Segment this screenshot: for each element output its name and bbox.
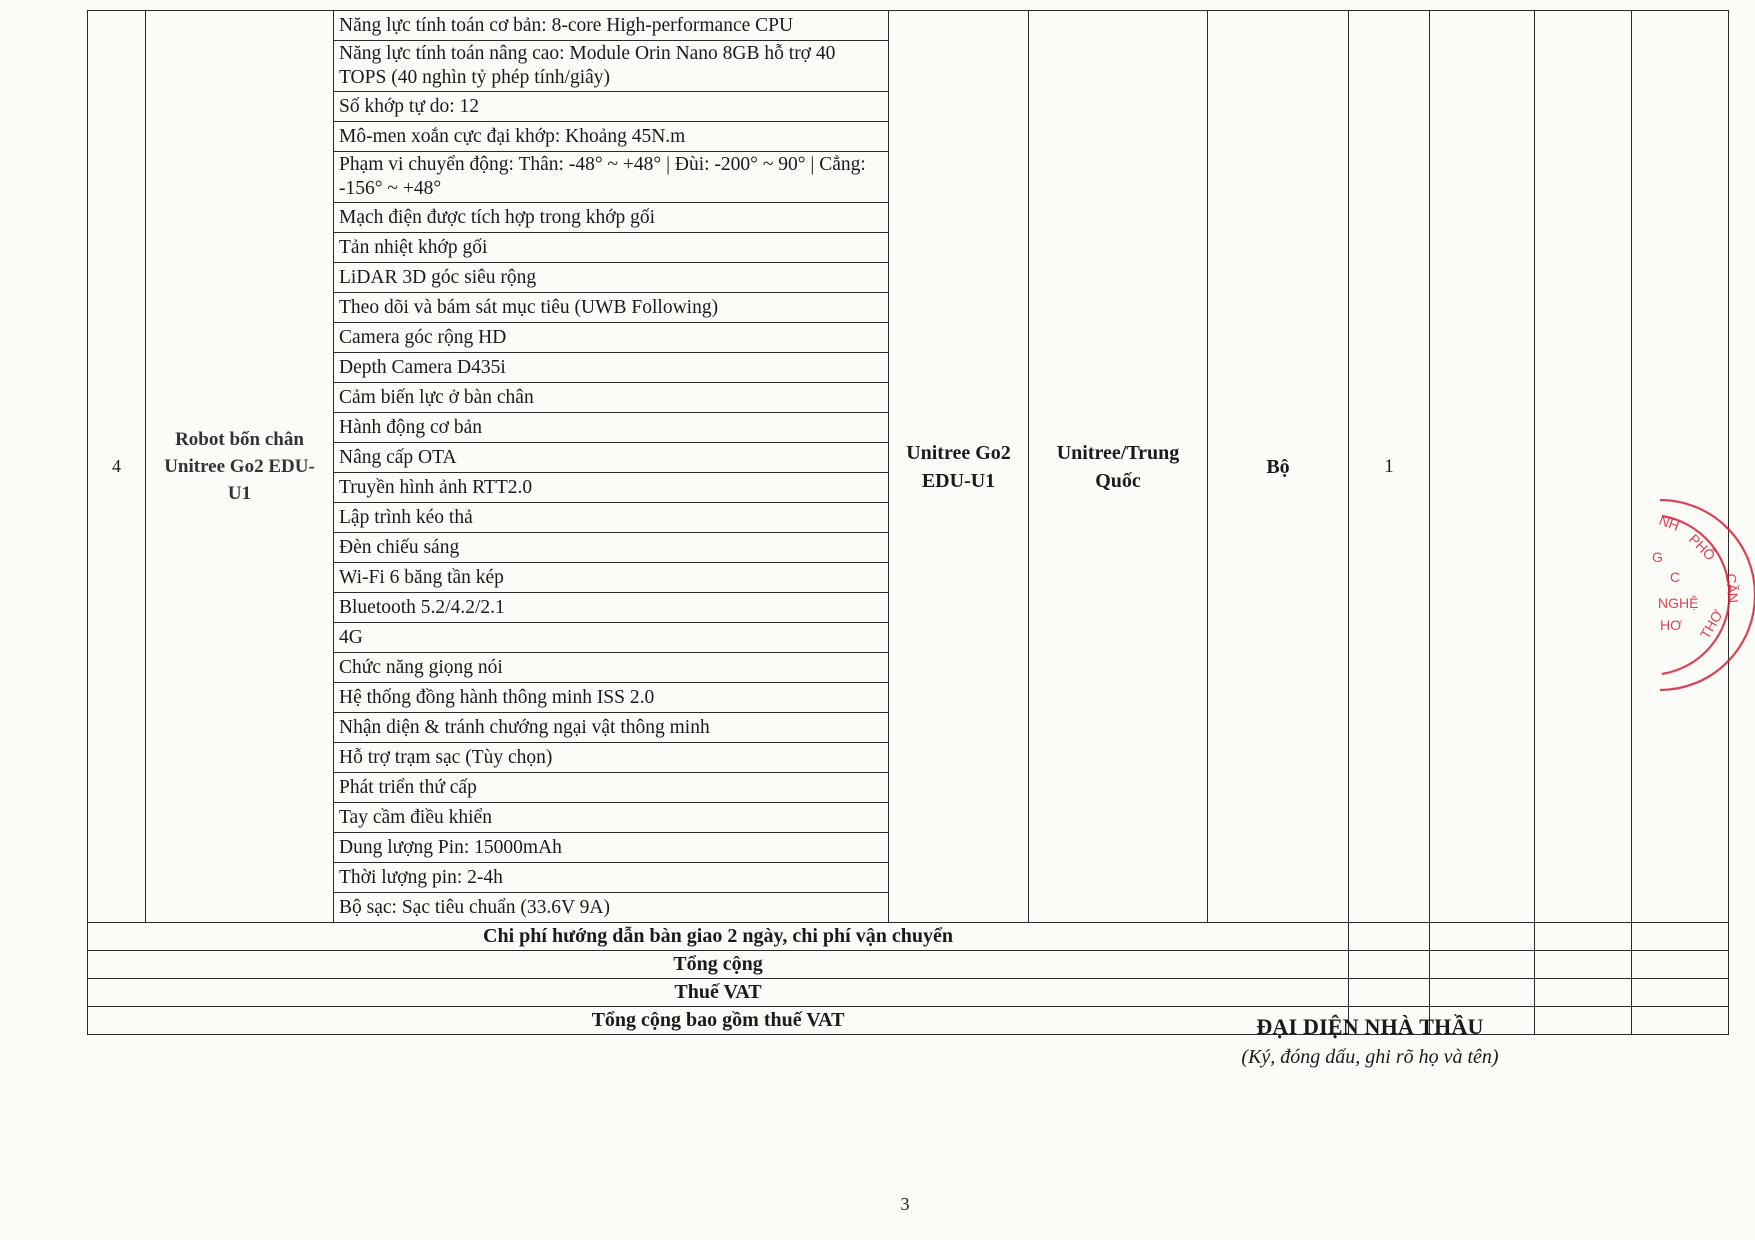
empty-cell (1535, 11, 1632, 923)
spec-cell: Hỗ trợ trạm sạc (Tùy chọn) (334, 743, 889, 773)
spec-cell: 4G (334, 623, 889, 653)
empty-cell (1632, 923, 1729, 951)
spec-cell: Nhận diện & tránh chướng ngại vật thông minh (334, 713, 889, 743)
empty-cell (1632, 11, 1729, 923)
summary-label: Tổng cộng (88, 951, 1349, 979)
summary-row (88, 979, 1729, 1007)
spec-cell: Phạm vi chuyển động: Thân: -48° ~ +48° | Đùi: -200° ~ 90° | Cẳng: -156° ~ +48° (334, 152, 889, 203)
empty-cell (1349, 951, 1430, 979)
spec-cell: Dung lượng Pin: 15000mAh (334, 833, 889, 863)
item-name-line: Unitree Go2 EDU- (164, 456, 315, 477)
item-model-line: Unitree Go2 (906, 441, 1011, 464)
item-model-line: EDU-U1 (921, 469, 996, 492)
spec-cell: Tản nhiệt khớp gối (334, 233, 889, 263)
spec-cell: Hành động cơ bản (334, 413, 889, 443)
summary-row (88, 923, 1729, 951)
spec-cell: Mô-men xoắn cực đại khớp: Khoảng 45N.m (334, 122, 889, 152)
spec-cell: Phát triển thứ cấp (334, 773, 889, 803)
empty-cell (1349, 979, 1430, 1007)
spec-cell: Tay cầm điều khiển (334, 803, 889, 833)
item-origin-line: Quốc (1095, 469, 1141, 492)
spec-cell: LiDAR 3D góc siêu rộng (334, 263, 889, 293)
signature-subtitle: (Ký, đóng dấu, ghi rõ họ và tên) (1241, 1046, 1499, 1068)
spec-cell: Camera góc rộng HD (334, 323, 889, 353)
signature-title: ĐẠI DIỆN NHÀ THẦU (1256, 1014, 1484, 1039)
item-name-line: U1 (227, 483, 252, 504)
spec-cell: Năng lực tính toán cơ bản: 8-core High-performance CPU (334, 11, 889, 41)
table-row (88, 11, 1729, 41)
empty-cell (1349, 923, 1430, 951)
empty-cell (1632, 1007, 1729, 1035)
item-origin-line: Unitree/Trung (1056, 441, 1180, 464)
equipment-table (87, 10, 1729, 1035)
summary-row (88, 951, 1729, 979)
seal-text: CẦN (1723, 572, 1742, 604)
empty-cell (1430, 923, 1535, 951)
seal-text: C (1670, 569, 1681, 585)
seal-text: PHỐ (1685, 530, 1719, 564)
summary-label: Thuế VAT (88, 979, 1349, 1007)
signature-block (1170, 1014, 1570, 1069)
spec-cell: Cảm biến lực ở bàn chân (334, 383, 889, 413)
spec-cell: Bộ sạc: Sạc tiêu chuẩn (33.6V 9A) (334, 893, 889, 923)
item-number: 4 (88, 11, 146, 923)
seal-text: NGHỆ (1658, 595, 1699, 611)
spec-cell: Hệ thống đồng hành thông minh ISS 2.0 (334, 683, 889, 713)
seal-text: THƠ (1696, 606, 1726, 642)
seal-text: NH (1656, 511, 1682, 534)
empty-cell (1535, 923, 1632, 951)
empty-cell (1430, 979, 1535, 1007)
summary-label: Chi phí hướng dẫn bàn giao 2 ngày, chi phí vận chuyển (88, 923, 1349, 951)
spec-cell: Năng lực tính toán nâng cao: Module Orin Nano 8GB hỗ trợ 40 TOPS (40 nghìn tỷ phép tính/giây) (334, 41, 889, 92)
empty-cell (1535, 951, 1632, 979)
spec-cell: Chức năng giọng nói (334, 653, 889, 683)
item-name-line: Robot bốn chân (175, 429, 304, 450)
seal-text: G (1652, 549, 1663, 565)
empty-cell (1430, 951, 1535, 979)
spec-cell: Truyền hình ảnh RTT2.0 (334, 473, 889, 503)
spec-cell: Bluetooth 5.2/4.2/2.1 (334, 593, 889, 623)
empty-cell (1632, 951, 1729, 979)
empty-cell (1632, 979, 1729, 1007)
item-name (146, 11, 334, 923)
empty-cell (1535, 979, 1632, 1007)
item-model (889, 11, 1029, 923)
spec-cell: Mạch điện được tích hợp trong khớp gối (334, 203, 889, 233)
spec-cell: Lập trình kéo thả (334, 503, 889, 533)
item-origin (1029, 11, 1208, 923)
spec-cell: Thời lượng pin: 2-4h (334, 863, 889, 893)
spec-cell: Nâng cấp OTA (334, 443, 889, 473)
spec-cell: Depth Camera D435i (334, 353, 889, 383)
summary-label: Tổng cộng bao gồm thuế VAT (88, 1007, 1349, 1035)
item-quantity: 1 (1349, 11, 1430, 923)
spec-cell: Theo dõi và bám sát mục tiêu (UWB Following) (334, 293, 889, 323)
page-number: 3 (900, 1194, 910, 1214)
spec-cell: Số khớp tự do: 12 (334, 92, 889, 122)
spec-cell: Wi-Fi 6 băng tần kép (334, 563, 889, 593)
empty-cell (1430, 11, 1535, 923)
seal-text: HƠ (1660, 617, 1683, 633)
spec-cell: Đèn chiếu sáng (334, 533, 889, 563)
item-unit: Bộ (1208, 11, 1349, 923)
seal-stamp (1630, 490, 1755, 700)
